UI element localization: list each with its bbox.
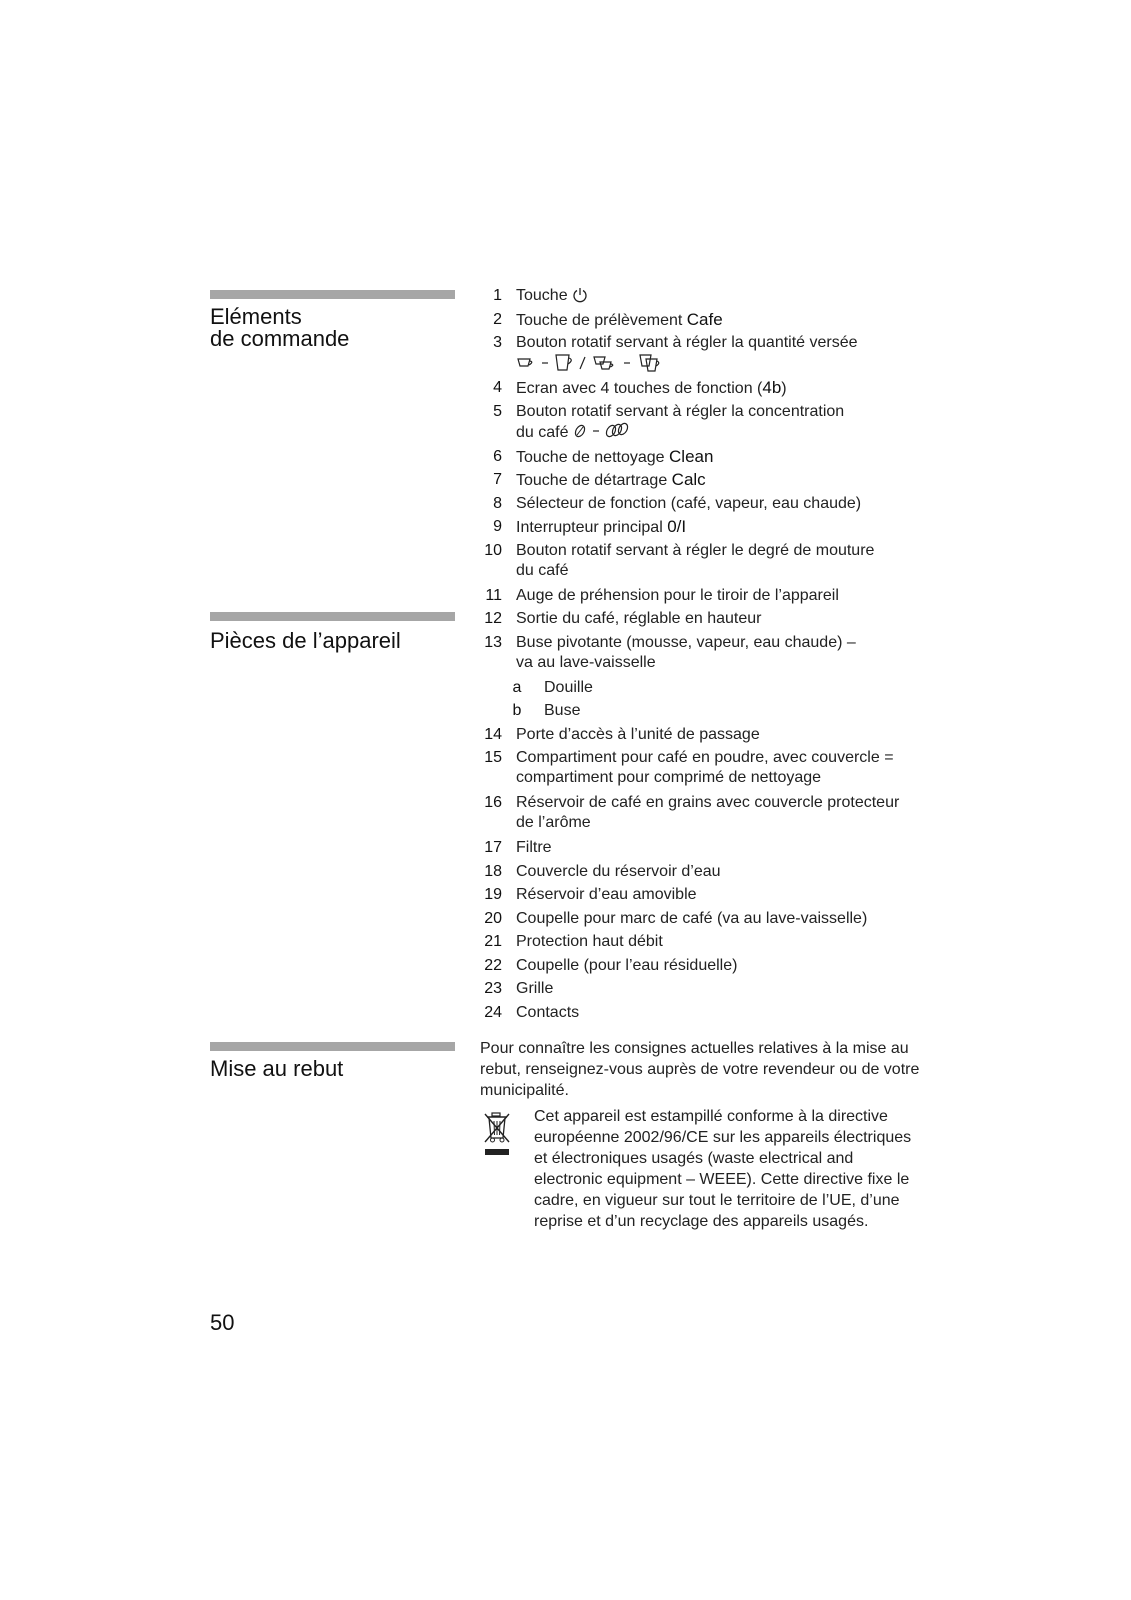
list-item-19 [478, 885, 948, 909]
list-item-16 [478, 793, 948, 838]
item-text: Touche de détartrage [516, 472, 668, 489]
item-text: Porte d’accès à l’unité de passage [516, 725, 760, 743]
item-key-label: Clean [669, 446, 714, 466]
list-item-15 [478, 748, 948, 793]
item-number: 19 [484, 886, 502, 903]
item-key-label: Cafe [686, 309, 723, 329]
list-item-17 [478, 838, 948, 862]
section-rule-disposal [210, 1042, 455, 1051]
item-key-label: 4b [762, 378, 782, 397]
list-item-6 [478, 447, 948, 471]
item-text: Coupelle (pour l’eau résiduelle) [516, 956, 738, 974]
item-text: Filtre [516, 839, 552, 856]
section-title-line-1: Eléments [210, 304, 302, 329]
coffee-bean-icons [573, 422, 633, 446]
item-number: 3 [493, 334, 502, 351]
item-number: 18 [484, 862, 502, 880]
item-text: Bouton rotatif servant à régler le degré de mouture [516, 541, 875, 559]
section-rule-controls [210, 290, 455, 299]
list-item-11 [478, 586, 948, 610]
item-number: 10 [484, 541, 502, 559]
list-item-5 [478, 402, 948, 447]
item-text-line-2: de l’arôme [516, 814, 591, 831]
item-number: 13 [484, 633, 502, 651]
item-text-line-2: du café [516, 423, 569, 441]
list-item-10 [478, 541, 948, 586]
item-number: 2 [493, 310, 502, 328]
item-number: 21 [484, 933, 502, 950]
item-text: Ecran avec 4 touches de fonction ( [516, 380, 763, 397]
item-number: 7 [493, 471, 502, 488]
power-icon [572, 287, 588, 309]
crossed-bin-icon [483, 1111, 511, 1159]
item-number: 4 [493, 379, 502, 396]
section-title-line-2: de commande [210, 326, 350, 351]
item-sub-letter: b [512, 702, 522, 719]
list-item-14 [478, 725, 948, 749]
item-text: Sélecteur de fonction (café, vapeur, eau chaude) [516, 494, 862, 512]
item-number: 22 [484, 956, 502, 974]
item-text: Touche de nettoyage [516, 448, 665, 466]
item-text: Grille [516, 980, 554, 997]
item-text-line-2: va au lave-vaisselle [516, 653, 656, 671]
list-item-2 [478, 310, 948, 334]
list-item-7 [478, 470, 948, 494]
cup-size-icons [516, 353, 676, 379]
item-number: 23 [484, 980, 502, 997]
item-number: 17 [484, 839, 502, 856]
item-text: Contacts [516, 1003, 580, 1021]
list-item-8 [478, 494, 948, 518]
section-rule-parts [210, 612, 455, 621]
item-text: Couvercle du réservoir d’eau [516, 862, 721, 880]
section-title-controls [210, 306, 349, 350]
list-item-22 [478, 956, 948, 980]
list-item-23 [478, 979, 948, 1003]
item-text: Sortie du café, réglable en hauteur [516, 610, 762, 627]
item-text: Buse pivotante (mousse, vapeur, eau chaude) – [516, 633, 856, 651]
item-text: Réservoir de café en grains avec couvercle protecteur [516, 794, 900, 811]
item-key-label: Calc [671, 470, 706, 489]
item-number: 6 [493, 447, 502, 465]
item-number: 15 [484, 749, 502, 766]
list-item-12 [478, 609, 948, 633]
item-text-line-2: compartiment pour comprimé de nettoyage [516, 769, 822, 786]
item-number: 14 [484, 725, 502, 743]
list-item-4 [478, 378, 948, 402]
disposal-intro-text: Pour connaître les consignes actuelles relatives à la mise au rebut, renseignez-vous auprès de votre revendeur ou de votre municipalité. [480, 1040, 920, 1099]
item-number: 11 [485, 586, 502, 604]
list-item-3 [478, 333, 948, 378]
page-number: 50 [210, 1310, 235, 1335]
section-title-disposal: Mise au rebut [210, 1056, 344, 1081]
list-item-21 [478, 932, 948, 956]
item-number: 20 [484, 909, 502, 927]
item-text: Douille [544, 678, 593, 696]
list-item-20 [478, 909, 948, 933]
item-text: Bouton rotatif servant à régler la quantité versée [516, 334, 858, 351]
weee-directive-text: Cet appareil est estampillé conforme à la directive européenne 2002/96/CE sur les appareils électriques et électroniques usagés (waste electrical and electronic equipment – WEEE). Cette directive fixe le cadre, en vigueur sur tout le territoire de l’UE, d’une reprise et d’un recyclage des appareils usagés. [534, 1108, 912, 1230]
item-number: 12 [484, 610, 502, 627]
list-item-18 [478, 862, 948, 886]
list-item-13a [478, 678, 948, 702]
item-number: 9 [493, 518, 502, 535]
item-text: Buse [544, 702, 581, 719]
list-item-1 [478, 286, 948, 310]
list-item-24 [478, 1003, 948, 1027]
item-text: Compartiment pour café en poudre, avec couvercle = [516, 749, 894, 766]
item-number: 8 [493, 494, 502, 512]
item-text: Bouton rotatif servant à régler la concentration [516, 402, 845, 420]
item-number: 5 [493, 402, 502, 420]
list-item-9 [478, 517, 948, 541]
item-text: Touche [516, 287, 568, 304]
item-text: Interrupteur principal [516, 519, 663, 536]
item-text-after: ) [781, 380, 787, 397]
item-text: Touche de prélèvement [516, 311, 683, 329]
item-number: 1 [493, 287, 502, 304]
item-sub-letter: a [512, 678, 522, 696]
item-number: 24 [484, 1003, 502, 1021]
parts-list [478, 286, 948, 1026]
item-text: Coupelle pour marc de café (va au lave-vaisselle) [516, 909, 868, 927]
item-text-line-2: du café [516, 561, 569, 579]
item-text: Auge de préhension pour le tiroir de l’appareil [516, 586, 839, 604]
item-key-label: 0/I [667, 517, 687, 536]
list-item-13b [478, 701, 948, 725]
list-item-13 [478, 633, 948, 678]
item-number: 16 [484, 794, 502, 811]
item-text: Réservoir d’eau amovible [516, 886, 697, 903]
item-text: Protection haut débit [516, 933, 663, 950]
section-title-parts: Pièces de l’appareil [210, 628, 401, 653]
